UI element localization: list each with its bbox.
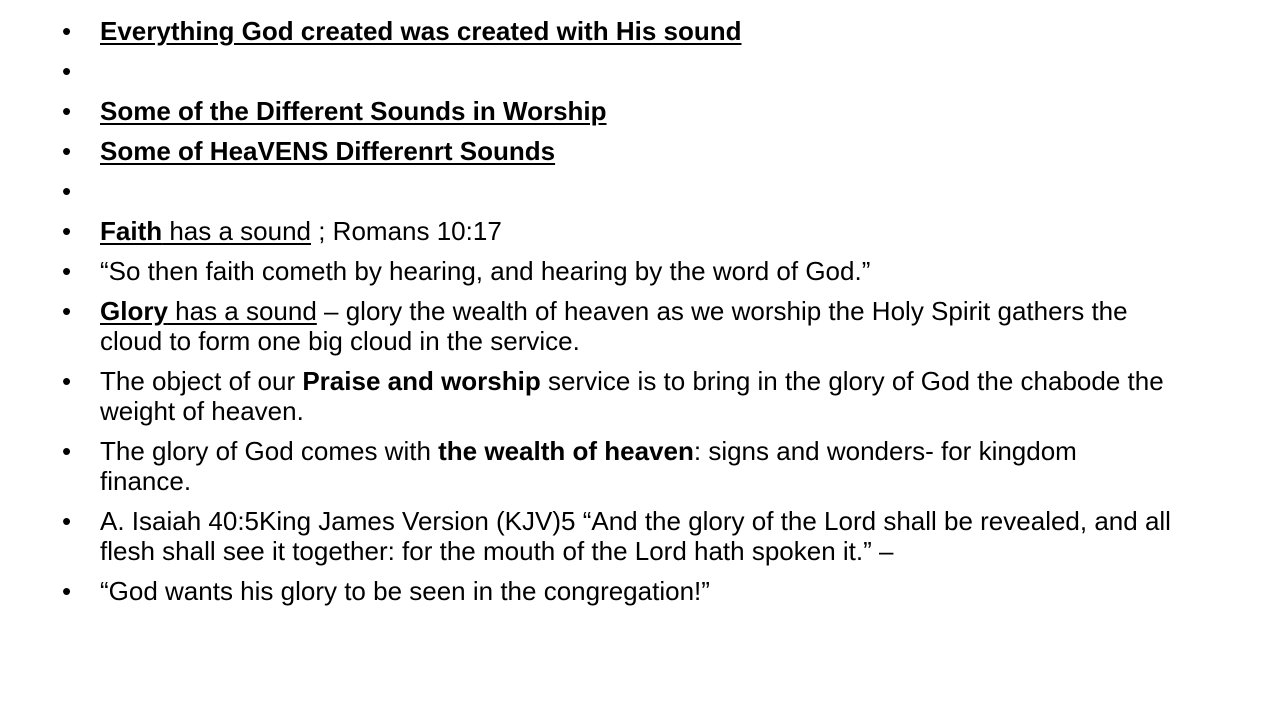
- bullet-faith-quote: [62, 256, 1172, 286]
- object-pre: The object of our: [100, 366, 303, 396]
- bullet-dot-icon: •: [62, 56, 72, 86]
- bullet-empty: [62, 176, 1172, 206]
- faith-reference: ; Romans 10:17: [311, 216, 502, 246]
- bullet-wealth-of-heaven: [62, 436, 1172, 496]
- bullet-dot-icon: •: [62, 16, 72, 46]
- bullet-dot-icon: •: [62, 256, 72, 286]
- bullet-text: A. Isaiah 40:5King James Version (KJV)5 “And the glory of the Lord shall be revealed, and all flesh shall see it together: for the mouth of the Lord hath spoken it.” –: [100, 506, 1171, 566]
- bullet-isaiah-quote: [62, 506, 1172, 566]
- bullet-empty: [62, 56, 1172, 86]
- bullet-text: “God wants his glory to be seen in the congregation!”: [100, 576, 710, 606]
- bullet-dot-icon: •: [62, 176, 72, 206]
- glory-has-a-sound: has a sound: [167, 296, 317, 326]
- wealth-of-heaven: the wealth of heaven: [438, 436, 694, 466]
- bullet-text: Some of HeaVENS Differenrt Sounds: [100, 136, 556, 166]
- faith-keyword: Faith: [100, 216, 163, 246]
- bullet-glory-has-a-sound: [62, 296, 1172, 356]
- object-post: service is to bring in the glory of God the chabode the weight of heaven.: [100, 366, 1164, 426]
- bullet-dot-icon: •: [62, 296, 72, 326]
- bullet-text: Everything God created was created with His sound: [100, 16, 742, 46]
- glory-description: – glory the wealth of heaven as we worship the Holy Spirit gathers the cloud to form one big cloud in the service.: [100, 296, 1128, 356]
- bullet-dot-icon: •: [62, 216, 72, 246]
- bullet-dot-icon: •: [62, 366, 72, 396]
- glory-keyword: Glory: [100, 296, 168, 326]
- wealth-pre: The glory of God comes with: [100, 436, 439, 466]
- bullet-dot-icon: •: [62, 96, 72, 126]
- bullet-dot-icon: •: [62, 136, 72, 166]
- bullet-heading-different-sounds-worship: [62, 96, 1172, 126]
- bullet-list: [62, 16, 1172, 616]
- bullet-text: “So then faith cometh by hearing, and hearing by the word of God.”: [100, 256, 871, 286]
- bullet-heading-heavens-sounds: [62, 136, 1172, 166]
- bullet-dot-icon: •: [62, 436, 72, 466]
- bullet-dot-icon: •: [62, 576, 72, 606]
- bullet-heading-created-with-sound: [62, 16, 1172, 46]
- wealth-post: : signs and wonders- for kingdom finance.: [100, 436, 1077, 496]
- bullet-dot-icon: •: [62, 506, 72, 536]
- bullet-congregation-quote: [62, 576, 1172, 606]
- bullet-object-of-worship: [62, 366, 1172, 426]
- bullet-text: Some of the Different Sounds in Worship: [100, 96, 607, 126]
- praise-and-worship: Praise and worship: [302, 366, 541, 396]
- bullet-faith-has-a-sound: [62, 216, 1172, 246]
- faith-has-a-sound: has a sound: [162, 216, 311, 246]
